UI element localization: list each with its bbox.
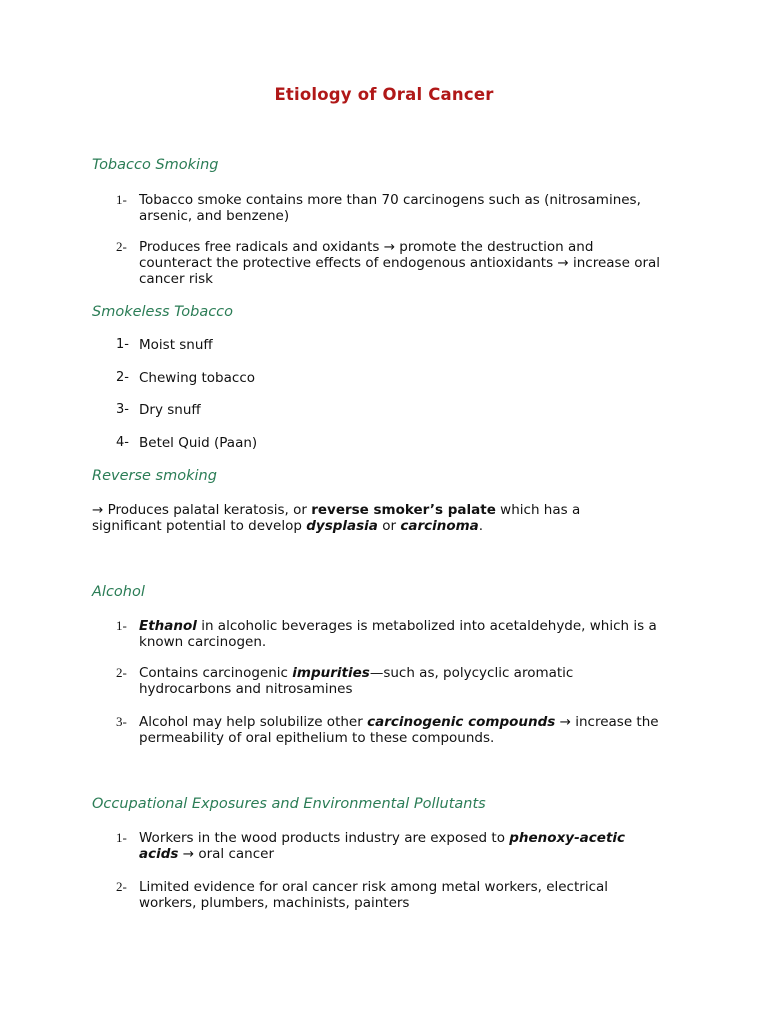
list-number: 3- — [116, 402, 129, 417]
list-text: Chewing tobacco — [139, 370, 255, 386]
page-title: Etiology of Oral Cancer — [274, 85, 494, 104]
list-number: 2- — [116, 665, 127, 680]
text-run: Contains carcinogenic — [139, 665, 293, 681]
paragraph-reverse-smoking — [92, 502, 617, 534]
bold-term: reverse smoker’s palate — [311, 502, 496, 518]
list-text: Tobacco smoke contains more than 70 carcinogens such as (nitrosamines, arsenic, and benzene) — [139, 192, 641, 224]
text-run: in alcoholic beverages is metabolized into acetaldehyde, which is a known carcinogen. — [139, 618, 657, 650]
list-number: 1- — [116, 618, 127, 633]
text-run: → oral cancer — [178, 846, 275, 862]
text-run: —such as, polycyclic aromatic hydrocarbons and nitrosamines — [139, 665, 574, 697]
heading-occupational-exposures: Occupational Exposures and Environmental Pollutants — [92, 796, 486, 812]
bold-italic-term: dysplasia — [306, 518, 378, 534]
list-number: 4- — [116, 435, 129, 450]
text-run: Workers in the wood products industry are exposed to — [139, 830, 510, 846]
list-text — [139, 618, 679, 650]
list-number: 2- — [116, 879, 127, 894]
heading-alcohol: Alcohol — [92, 584, 145, 600]
list-text: Dry snuff — [139, 402, 201, 418]
text-run: which has a significant potential to develop — [92, 502, 581, 534]
text-run: → increase the permeability of oral epithelium to these compounds. — [139, 714, 659, 746]
list-number: 2- — [116, 370, 129, 385]
text-run: . — [478, 518, 484, 534]
text-run: → Produces palatal keratosis, or — [92, 502, 312, 518]
list-text: Produces free radicals and oxidants → promote the destruction and counteract the protective effects of endogenous antioxidants → increase oral cancer risk — [139, 239, 661, 287]
bold-italic-term: Ethanol — [139, 618, 197, 634]
heading-reverse-smoking: Reverse smoking — [92, 468, 217, 484]
list-text: Limited evidence for oral cancer risk among metal workers, electrical workers, plumbers, machinists, painters — [139, 879, 609, 911]
list-number: 3- — [116, 714, 127, 729]
text-run: or — [377, 518, 401, 534]
list-number: 1- — [116, 830, 127, 845]
heading-smokeless-tobacco: Smokeless Tobacco — [92, 304, 234, 320]
list-text — [139, 665, 619, 697]
bold-italic-term: carcinoma — [400, 518, 479, 534]
heading-tobacco-smoking: Tobacco Smoking — [92, 157, 219, 173]
list-number: 2- — [116, 239, 127, 254]
list-text — [139, 714, 669, 746]
list-number: 1- — [116, 192, 127, 207]
list-text: Betel Quid (Paan) — [139, 435, 258, 451]
list-text: Moist snuff — [139, 337, 213, 353]
text-run: Alcohol may help solubilize other — [139, 714, 368, 730]
bold-italic-term: impurities — [292, 665, 370, 681]
list-number: 1- — [116, 337, 129, 352]
list-text — [139, 830, 664, 862]
bold-italic-term: carcinogenic compounds — [367, 714, 556, 730]
bold-italic-term: phenoxy-acetic acids — [139, 830, 626, 862]
